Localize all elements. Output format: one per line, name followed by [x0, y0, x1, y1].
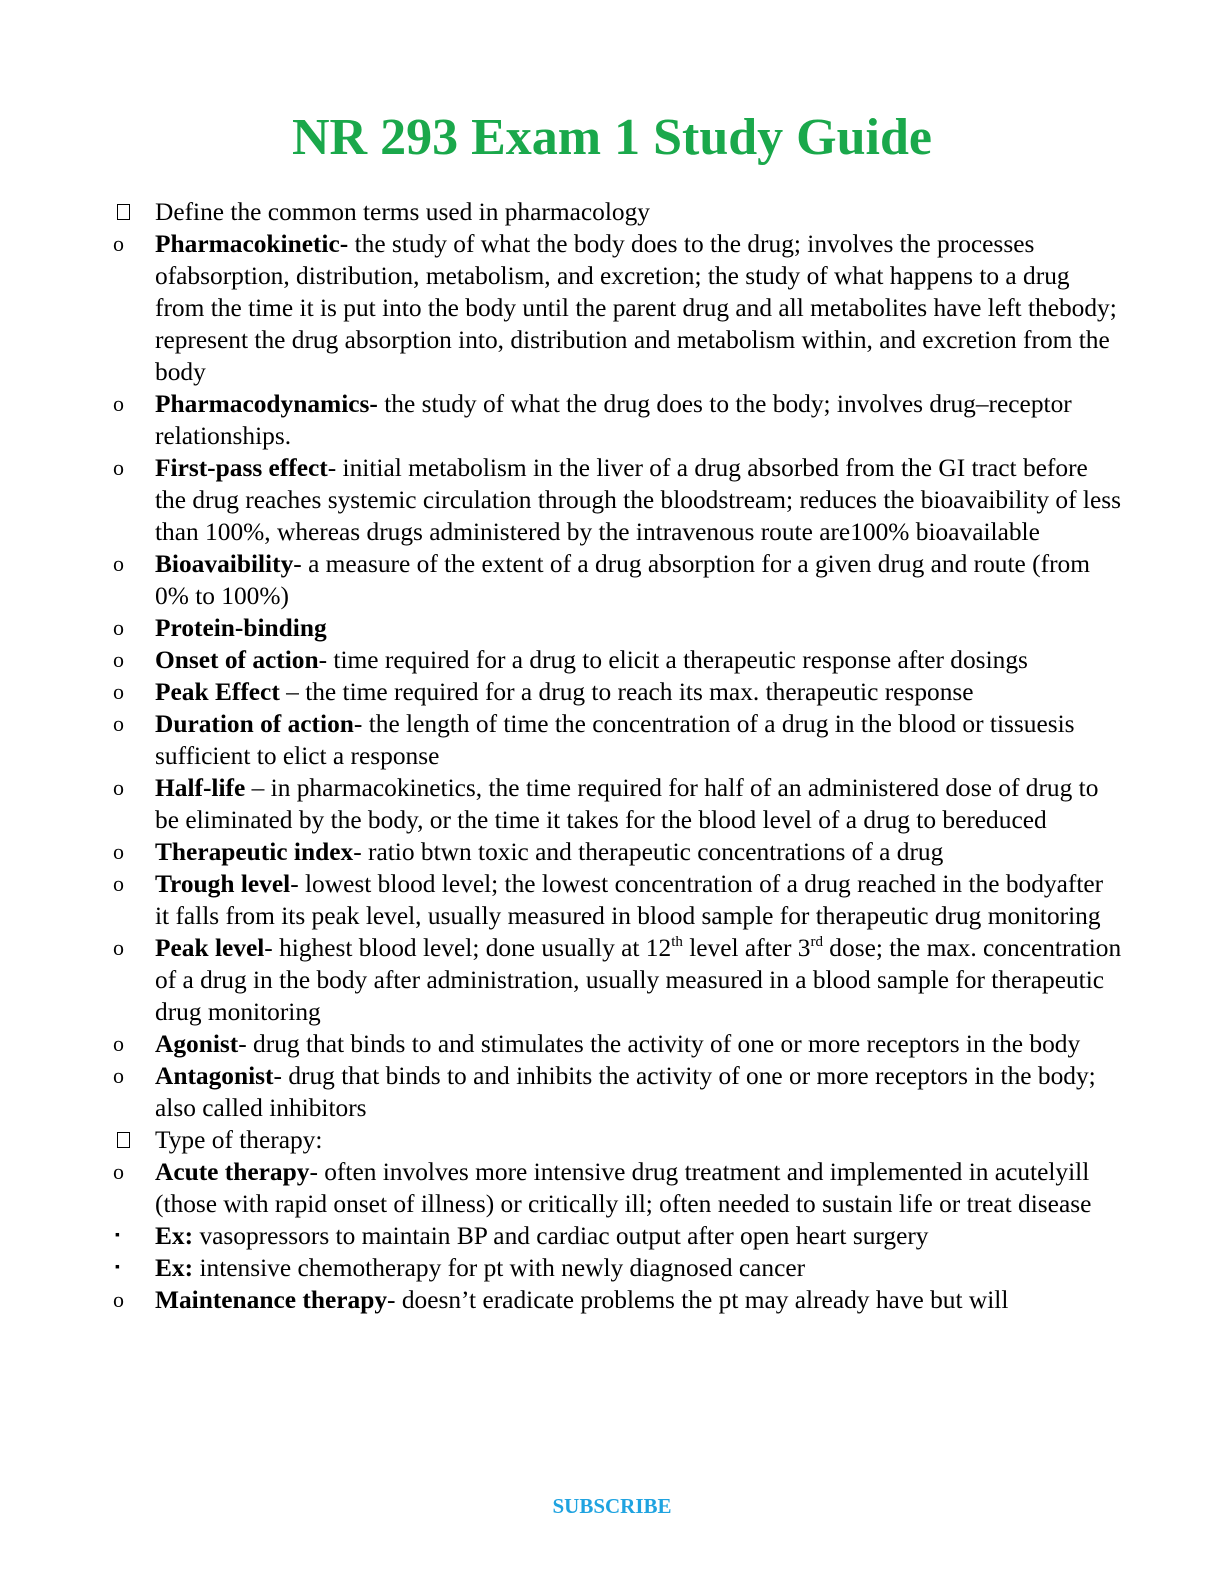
- term-label: Pharmacokinetic-: [155, 230, 349, 258]
- definition-text: intensive chemotherapy for pt with newly diagnosed cancer: [193, 1254, 806, 1282]
- definition-text: dose; the max. concentration of a drug in the body after administration, usually measured in a blood sample for therapeutic drug monitoring: [155, 934, 1122, 1026]
- definition-text: - doesn’t eradicate problems the pt may already have but will: [387, 1286, 1009, 1314]
- definition-text: - time required for a drug to elicit a therapeutic response after dosings: [318, 646, 1028, 674]
- term-label: Trough level: [155, 870, 291, 898]
- circle-bullet-icon: o: [113, 647, 124, 672]
- definition-text: - ratio btwn toxic and therapeutic concentrations of a drug: [353, 838, 944, 866]
- list-item: [113, 932, 1123, 1028]
- definition-text: – the time required for a drug to reach its max. therapeutic response: [279, 678, 974, 706]
- term-label: Acute therapy: [155, 1158, 310, 1186]
- circle-bullet-icon: o: [113, 1063, 124, 1088]
- circle-bullet-icon: o: [113, 871, 124, 896]
- term-label: Antagonist: [155, 1062, 274, 1090]
- list-item: [113, 1284, 1123, 1316]
- document-title: NR 293 Exam 1 Study Guide: [292, 109, 932, 166]
- definition-text: - the length of time the concentration of a drug in the blood or tissuesis sufficient to elict a response: [155, 710, 1075, 770]
- term-label: Agonist: [155, 1030, 239, 1058]
- circle-bullet-icon: o: [113, 679, 124, 704]
- definition-text: - a measure of the extent of a drug absorption for a given drug and route (from 0% to 100%): [155, 550, 1090, 610]
- term-label: Onset of action: [155, 646, 319, 674]
- study-guide-list: [113, 196, 1123, 1316]
- definition-text: – in pharmacokinetics, the time required for half of an administered dose of drug to be eliminated by the body, or the time it takes for the blood level of a drug to bereduced: [155, 774, 1099, 834]
- square-bullet-icon: ▪: [115, 1260, 120, 1275]
- list-item: [113, 612, 1123, 644]
- circle-bullet-icon: o: [113, 1159, 124, 1184]
- list-item: [113, 676, 1123, 708]
- list-item: [113, 1028, 1123, 1060]
- circle-bullet-icon: o: [113, 711, 124, 736]
- list-item: [113, 228, 1123, 388]
- circle-bullet-icon: o: [113, 455, 124, 480]
- list-item: [113, 1252, 1123, 1284]
- term-label: Therapeutic index: [155, 838, 354, 866]
- term-label: Protein-binding: [155, 614, 327, 642]
- circle-bullet-icon: o: [113, 775, 124, 800]
- term-label: Pharmacodynamics-: [155, 390, 378, 418]
- term-label: Peak level: [155, 934, 265, 962]
- list-item: [113, 868, 1123, 932]
- circle-bullet-icon: o: [113, 615, 124, 640]
- term-label: Ex:: [155, 1222, 194, 1250]
- definition-text: - highest blood level; done usually at 12: [264, 934, 672, 962]
- circle-bullet-icon: o: [113, 551, 124, 576]
- list-item: [113, 388, 1123, 452]
- circle-bullet-icon: o: [113, 1031, 124, 1056]
- definition-text: - drug that binds to and stimulates the activity of one or more receptors in the body: [238, 1030, 1081, 1058]
- list-item: [113, 772, 1123, 836]
- definition-text: - drug that binds to and inhibits the activity of one or more receptors in the body; also called inhibitors: [155, 1062, 1096, 1122]
- checkbox-bullet-icon: [117, 204, 130, 220]
- definition-text: - lowest blood level; the lowest concentration of a drug reached in the bodyafter it falls from its peak level, usually measured in blood sample for therapeutic drug monitoring: [155, 870, 1104, 930]
- superscript: th: [671, 934, 683, 950]
- definition-text: Type of therapy:: [155, 1126, 323, 1154]
- list-item: [113, 452, 1123, 548]
- list-item: [113, 1124, 1123, 1156]
- term-label: Peak Effect: [155, 678, 280, 706]
- list-item: [113, 708, 1123, 772]
- term-label: Duration of action: [155, 710, 354, 738]
- definition-text: - often involves more intensive drug treatment and implemented in acutelyill (those with rapid onset of illness) or critically ill; often needed to sustain life or treat disease: [155, 1158, 1092, 1218]
- term-label: Bioavaibility: [155, 550, 294, 578]
- definition-text: vasopressors to maintain BP and cardiac output after open heart surgery: [193, 1222, 929, 1250]
- list-item: [113, 1156, 1123, 1220]
- circle-bullet-icon: o: [113, 839, 124, 864]
- square-bullet-icon: ▪: [115, 1228, 120, 1243]
- superscript: rd: [810, 934, 823, 950]
- term-label: Maintenance therapy: [155, 1286, 388, 1314]
- definition-text: the study of what the body does to the drug; involves the processes ofabsorption, distribution, metabolism, and excretion; the study of what happens to a drug from the time it is put into the body until the parent drug and all metabolites have left thebody; represent the drug absorption into, distribution and metabolism within, and excretion from the body: [155, 230, 1117, 386]
- circle-bullet-icon: o: [113, 1287, 124, 1312]
- list-item: [113, 196, 1123, 228]
- checkbox-bullet-icon: [117, 1132, 130, 1148]
- term-label: Half-life: [155, 774, 246, 802]
- term-label: Ex:: [155, 1254, 194, 1282]
- definition-text: Define the common terms used in pharmacology: [155, 198, 650, 226]
- list-item: [113, 1220, 1123, 1252]
- list-item: [113, 836, 1123, 868]
- list-item: [113, 1060, 1123, 1124]
- circle-bullet-icon: o: [113, 391, 124, 416]
- list-item: [113, 548, 1123, 612]
- term-label: First-pass effect: [155, 454, 328, 482]
- definition-text: - initial metabolism in the liver of a drug absorbed from the GI tract before the drug reaches systemic circulation through the bloodstream; reduces the bioavaibility of less than 100%, whereas drugs administered by the intravenous route are100% bioavailable: [155, 454, 1121, 546]
- definition-text: the study of what the drug does to the body; involves drug–receptor relationships.: [155, 390, 1072, 450]
- list-item: [113, 644, 1123, 676]
- definition-text: level after 3: [682, 934, 811, 962]
- circle-bullet-icon: o: [113, 231, 124, 256]
- circle-bullet-icon: o: [113, 935, 124, 960]
- subscribe-link[interactable]: SUBSCRIBE: [552, 1494, 672, 1518]
